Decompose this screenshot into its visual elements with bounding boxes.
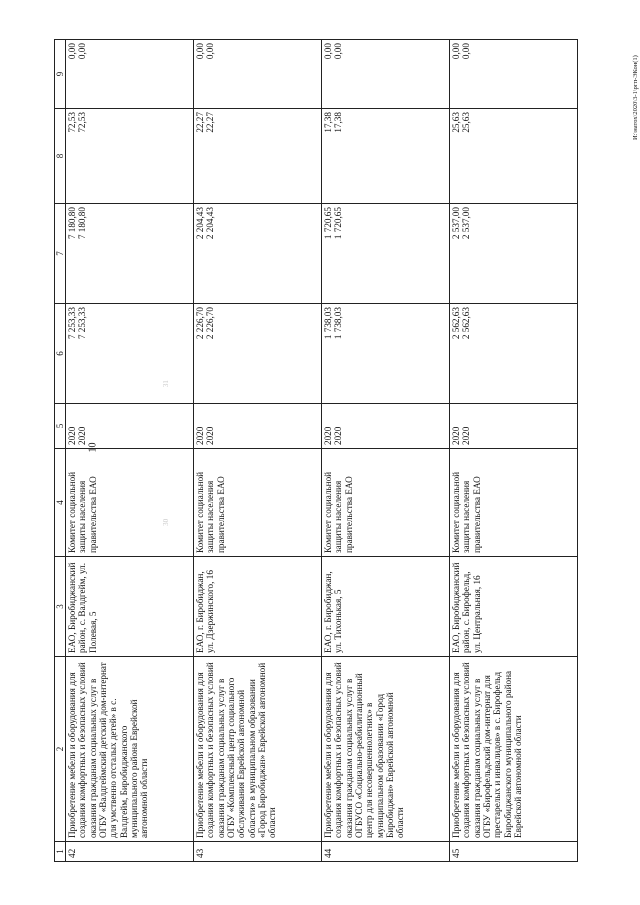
other-value: 0,00 [451,43,462,60]
executor: Комитет социальной защиты населения правительства ЕАО [66,449,194,557]
year: 2020 [461,426,472,445]
executor: Комитет социальной защиты населения правительства ЕАО [450,449,578,557]
header-cell: 1 [55,842,66,862]
federal-value: 2 204,43 [195,207,206,240]
address: ЕАО, Биробиджанский район, с. Валдгейм, ул. Полевая, 5 [66,557,194,657]
file-path-footer: И:\натох\2020\3-1\ргп-ЭКон(1) [632,55,639,140]
measure-name: Приобретение мебели и оборудования для создания комфортных и безопасных условий оказания гражданам социальных услуг в ОГБУ «Комплексный центр социального обслуживания Еврейской автономной области» в муниципальном образовании «Город Биробиджан» Еврейской автономной области [194,657,322,842]
header-cell: 2 [55,657,66,842]
federal-value: 2 537,00 [461,207,472,240]
federal-cell [322,204,450,304]
total-value: 2 226,70 [205,307,216,340]
header-cell: 3 [55,557,66,657]
year: 2020 [451,426,462,445]
year-cell [66,404,194,449]
total-value: 2 226,70 [195,307,206,340]
federal-value: 7 180,80 [67,207,78,240]
other-value: 0,00 [67,43,78,60]
total-value: 1 738,03 [323,307,334,340]
federal-value: 1 720,65 [333,207,344,240]
total-cell [194,304,322,404]
page-number: 10 [87,442,99,453]
year: 2020 [205,426,216,445]
address: ЕАО, г. Биробиджан, ул. Тихонькая, 5 [322,557,450,657]
total-value: 2 562,63 [461,307,472,340]
table-row [194,40,322,862]
other-value: 0,00 [461,43,472,60]
header-row [55,40,66,862]
total-cell [322,304,450,404]
header-cell: 4 [55,449,66,557]
row-number: 43 [194,842,322,862]
rotated-table-area [54,40,602,862]
row-number: 44 [322,842,450,862]
table-row [66,40,194,862]
regional-value: 22,27 [205,112,216,133]
other-value: 0,00 [205,43,216,60]
other-value: 0,00 [77,43,88,60]
executor: Комитет социальной защиты населения правительства ЕАО [194,449,322,557]
regional-cell [66,109,194,204]
year-cell [322,404,450,449]
other-cell [322,40,450,109]
year-cell [450,404,578,449]
total-cell [450,304,578,404]
other-cell [194,40,322,109]
other-value: 0,00 [195,43,206,60]
total-value: 2 562,63 [451,307,462,340]
regional-value: 17,38 [333,112,344,133]
year-cell [194,404,322,449]
other-value: 0,00 [333,43,344,60]
row-number: 45 [450,842,578,862]
executor: Комитет социальной защиты населения правительства ЕАО [322,449,450,557]
federal-cell [66,204,194,304]
federal-cell [194,204,322,304]
federal-value: 1 720,65 [323,207,334,240]
table-row [450,40,578,862]
scan-mark: 30 [161,518,170,526]
address: ЕАО, Биробиджанский район, с. Бирофельд, ул. Центральная, 16 [450,557,578,657]
regional-value: 25,63 [461,112,472,133]
address: ЕАО, г. Биробиджан, ул. Дзержинского, 16 [194,557,322,657]
regional-cell [322,109,450,204]
scan-mark: 31 [161,380,170,388]
regional-cell [194,109,322,204]
table-row [322,40,450,862]
header-cell: 7 [55,204,66,304]
federal-cell [450,204,578,304]
year: 2020 [77,426,88,445]
other-cell [450,40,578,109]
total-cell [66,304,194,404]
regional-value: 72,53 [67,112,78,133]
year: 2020 [67,426,78,445]
total-value: 7 253,33 [67,307,78,340]
regional-value: 17,38 [323,112,334,133]
regional-value: 25,63 [451,112,462,133]
regional-cell [450,109,578,204]
federal-value: 7 180,80 [77,207,88,240]
other-cell [66,40,194,109]
regional-value: 22,27 [195,112,206,133]
program-table [54,39,578,862]
measure-name: Приобретение мебели и оборудования для создания комфортных и безопасных условий оказания гражданам социальных услуг в ОГБУ «Бирофельдский дом-интернат для престарелых и инвалидов» в с. Бирофельд Биробиджанского муниципального района Еврейской автономной области [450,657,578,842]
year: 2020 [323,426,334,445]
header-cell: 6 [55,304,66,404]
year: 2020 [195,426,206,445]
measure-name: Приобретение мебели и оборудования для создания комфортных и безопасных условий оказания гражданам социальных услуг в ОГБУ «Валдгеймский детский дом-интернат для умственно отсталых детей» в с. Валдгейм, Биробиджанского муниципального района Еврейской автономной области [66,657,194,842]
header-cell: 9 [55,40,66,109]
total-value: 1 738,03 [333,307,344,340]
year: 2020 [333,426,344,445]
regional-value: 72,53 [77,112,88,133]
measure-name: Приобретение мебели и оборудования для создания комфортных и безопасных условий оказания гражданам социальных услуг в ОГБУСО «Социально-реабилитационный центр для несовершеннолетних» в муниципальном образовании «Город Биробиджан» Еврейской автономной области [322,657,450,842]
header-cell: 5 [55,404,66,449]
federal-value: 2 537,00 [451,207,462,240]
row-number: 42 [66,842,194,862]
federal-value: 2 204,43 [205,207,216,240]
other-value: 0,00 [323,43,334,60]
total-value: 7 253,33 [77,307,88,340]
header-cell: 8 [55,109,66,204]
